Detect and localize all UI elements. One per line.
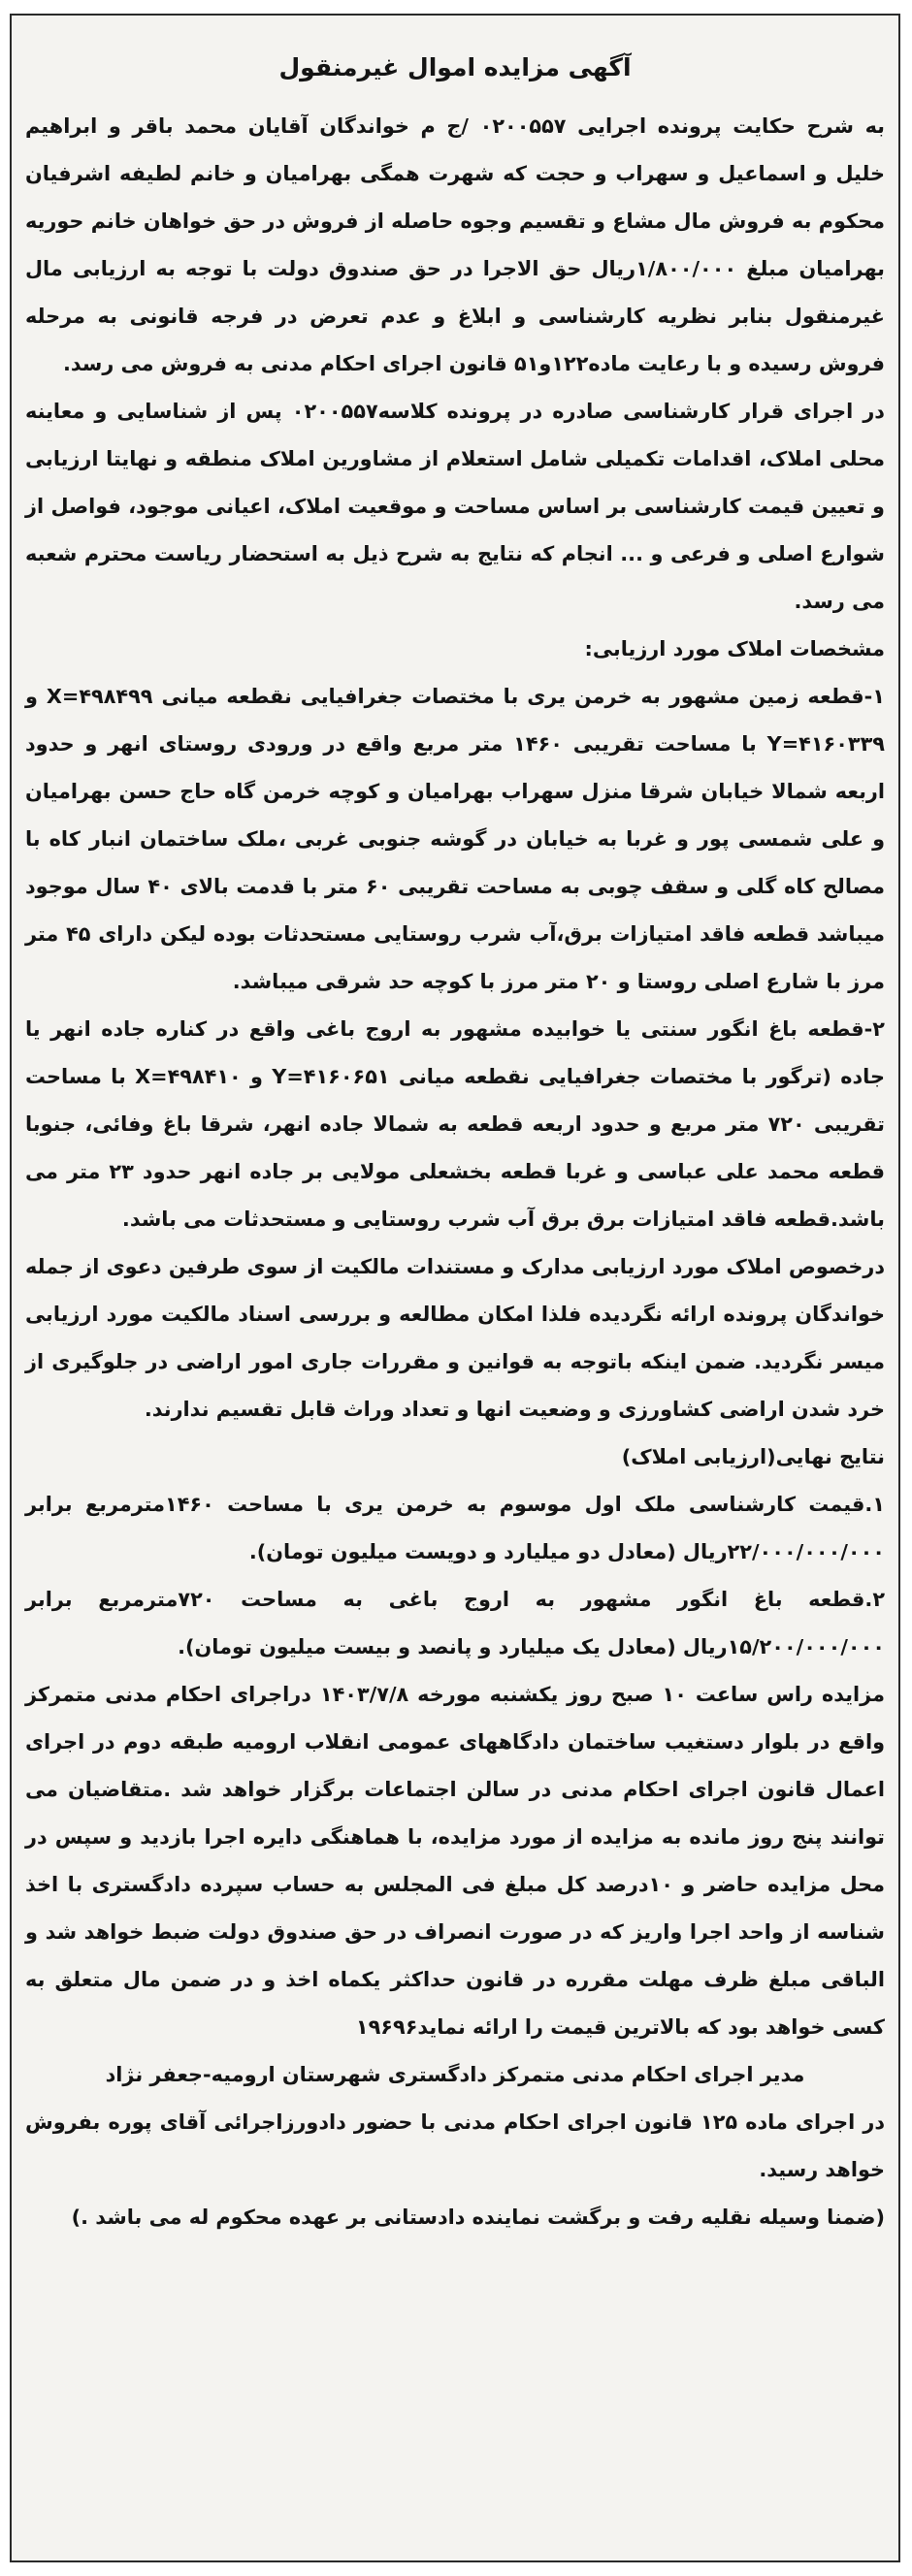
property-2-valuation: ۲.قطعه باغ انگور مشهور به اروج باغی به مساحت ۷۲۰مترمربع برابر ۱۵/۲۰۰/۰۰۰/۰۰۰ریال (معادل یک میلیارد و پانصد و بیست میلیون تومان). <box>25 1588 886 1658</box>
article-125-paragraph: در اجرای ماده ۱۲۵ قانون اجرای احکام مدنی با حضور دادورزاجرائی آقای پوره بفروش خواهد رسید. <box>25 2110 885 2181</box>
ownership-documents-paragraph: درخصوص املاک مورد ارزیابی مدارک و مستندات مالکیت از سوی طرفین دعوی از جمله خواندگان پرونده ارائه نگردیده فلذا امکان مطالعه و بررسی اسناد مالکیت مورد ارزیابی میسر نگردید. ضمن اینکه باتوجه به قوانین و مقررات جاری امور اراضی در جلوگیری از خرد شدن اراضی کشاورزی و وضعیت انها و تعداد وراث قابل تقسیم ندارند. <box>25 1255 885 1421</box>
auction-notice <box>10 14 900 2562</box>
case-description-paragraph: به شرح حکایت پرونده اجرایی ۰۲۰۰۵۵۷ /ج م خواندگان آقایان محمد باقر و ابراهیم خلیل و اسماعیل و سهراب و حجت که شهرت همگی بهرامیان و خانم لطیفه اشرفیان محکوم به فروش مال مشاع و تقسیم وجوه حاصله از فروش در حق خواهان خانم حوریه بهرامیان مبلغ ۱/۸۰۰/۰۰۰ریال حق الاجرا در حق صندوق دولت با توجه به ارزیابی مال غیرمنقول بنابر نظریه کارشناسی و ابلاغ و عدم تعرض در فرجه قانونی به مرحله فروش رسیده و با رعایت ماده۱۲۲و۵۱ قانون اجرای احکام مدنی به فروش می رسد. <box>25 114 885 375</box>
notice-title: آگهی مزایده اموال غیرمنقول <box>278 53 632 81</box>
final-results-heading: نتایج نهایی(ارزیابی املاک) <box>621 1445 885 1468</box>
property-2-description: ۲-قطعه باغ انگور سنتی یا خوابیده مشهور به اروج باغی واقع در کناره جاده انهر یا جاده (ترگور با مختصات جغرافیایی نقطعه میانی ۴۱۶۰۶۵۱=Y و ۴۹۸۴۱۰=X با مساحت تقریبی ۷۲۰ متر مربع و حدود اربعه قطعه به شمالا جاده انهر، شرقا باغ وفائی، جنوبا قطعه محمد علی عباسی و غربا قطعه بخشعلی مولایی بر جاده انهر حدود ۲۳ متر می باشد.قطعه فاقد امتیازات برق برق آب شرب روستایی و مستحدثات می باشد. <box>25 1017 885 1231</box>
transport-note: (ضمنا وسیله نقلیه رفت و برگشت نماینده دادستانی بر عهده محکوم له می باشد .) <box>71 2206 885 2229</box>
signature-line: مدیر اجرای احکام مدنی متمرکز دادگستری شهرستان ارومیه-جعفر نژاد <box>105 2063 805 2086</box>
property-1-description: ۱-قطعه زمین مشهور به خرمن یری با مختصات جغرافیایی نقطعه میانی ۴۹۸۴۹۹=X و ۴۱۶۰۳۳۹=Y با مساحت تقریبی ۱۴۶۰ متر مربع واقع در ورودی روستای انهر و حدود اربعه شمالا خیابان شرقا منزل سهراب بهرامیان و کوچه خرمن گاه حاج حسن بهرامیان و علی شمسی پور و غربا به خیابان در گوشه جنوبی غربی ،ملک ساختمان انبار کاه با مصالح کاه گلی و سقف چوبی به مساحت تقریبی ۶۰ متر با قدمت بالای ۴۰ سال موجود میباشد قطعه فاقد امتیازات برق،آب شرب روستایی مستحدثات بوده لیکن دارای ۴۵ متر مرز با شارع اصلی روستا و ۲۰ متر مرز با کوچه حد شرقی میباشد. <box>25 685 885 993</box>
property-1-valuation: ۱.قیمت کارشناسی ملک اول موسوم به خرمن یری با مساحت ۱۴۶۰مترمربع برابر ۲۲/۰۰۰/۰۰۰/۰۰۰ریال (معادل دو میلیارد و دویست میلیون تومان). <box>25 1493 885 1563</box>
expert-assessment-paragraph: در اجرای قرار کارشناسی صادره در پرونده کلاسه۰۲۰۰۵۵۷ پس از شناسایی و معاینه محلی املاک، اقدامات تکمیلی شامل استعلام از مشاورین املاک منطقه و نهایتا ارزیابی و تعیین قیمت کارشناسی بر اساس مساحت و موقعیت املاک، اعیانی موجود، فواصل از شوارع اصلی و فرعی و ... انجام که نتایج به شرح ذیل به استحضار ریاست محترم شعبه می رسد. <box>25 400 885 613</box>
properties-heading: مشخصات املاک مورد ارزیابی: <box>584 637 885 660</box>
auction-terms-paragraph: مزایده راس ساعت ۱۰ صبح روز یکشنبه مورخه ۱۴۰۳/۷/۸ دراجرای احکام مدنی متمرکز واقع در بلوار دستغیب ساختمان دادگاههای عمومی انقلاب ارومیه طبقه دوم در اجرای اعمال قانون اجرای احکام مدنی در سالن اجتماعات برگزار خواهد شد .متقاضیان می توانند پنج روز مانده به مزایده از مورد مزایده، با هماهنگی دایره اجرا بازدید و سپس در محل مزایده حاضر و ۱۰درصد کل مبلغ فی المجلس به حساب سپرده دادگستری با اخذ شناسه از واحد اجرا واریز که در صورت انصراف در حق صندوق دولت ضبط خواهد شد و الباقی مبلغ ظرف مهلت مقرره در قانون حداکثر یکماه اخذ و در ضمن مال متعلق به کسی خواهد بود که بالاترین قیمت را ارائه نماید۱۹۶۹۶ <box>25 1683 885 2039</box>
